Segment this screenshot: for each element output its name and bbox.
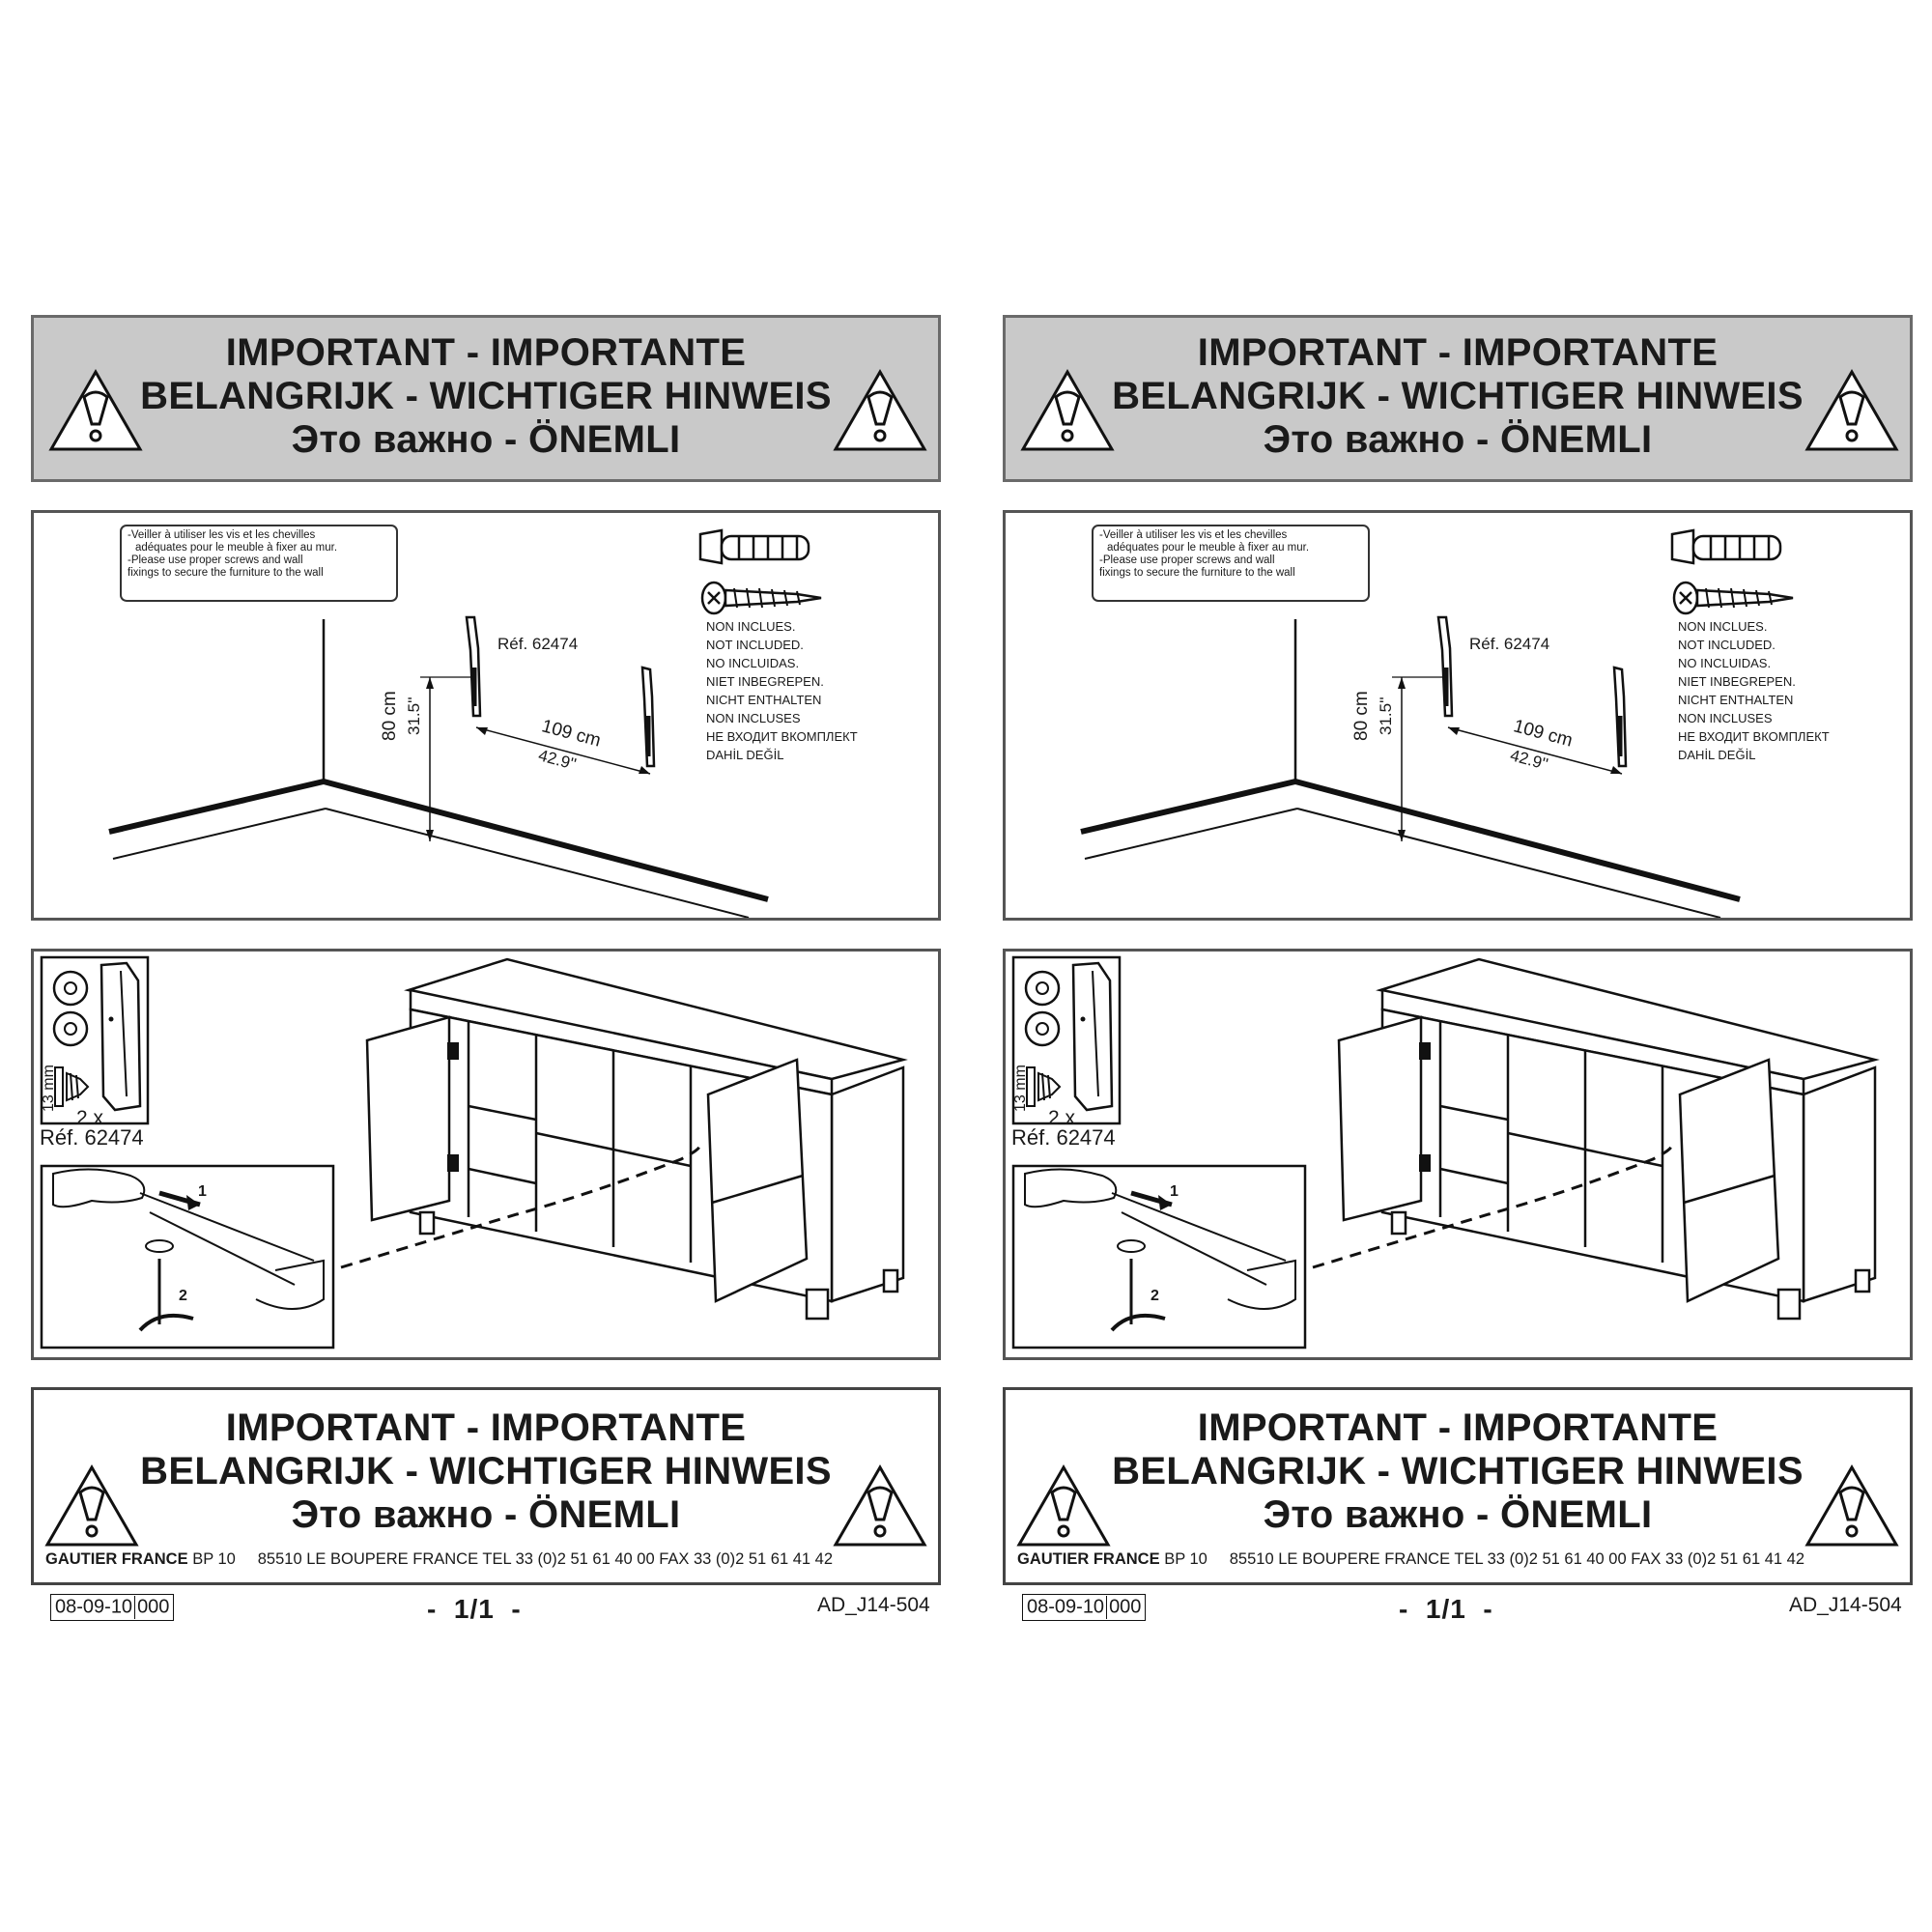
width-cm-label: 109 cm — [539, 716, 604, 752]
screw-size-label: 13 mm — [1012, 1065, 1029, 1112]
not-included-item: NON INCLUES. — [1678, 619, 1768, 634]
not-included-item: NON INCLUSES — [1678, 711, 1773, 725]
date-code-suffix: 000 — [1109, 1596, 1142, 1618]
company-name: GAUTIER FRANCE — [1017, 1550, 1160, 1568]
note-en-line-1: -Please use proper screws and wall — [128, 554, 303, 566]
hinge-reference: Réf. 62474 — [1011, 1125, 1116, 1150]
wall-plug-icon — [1672, 530, 1780, 563]
date-code — [50, 1594, 174, 1621]
not-included-item: НЕ ВХОДИТ ВКОМПЛЕКТ — [1678, 729, 1830, 744]
header-warning-banner — [1003, 315, 1913, 482]
screw-icon — [1674, 582, 1793, 613]
height-cm-label: 80 cm — [380, 691, 400, 741]
assembly-panel — [1003, 949, 1913, 1360]
not-included-item: НЕ ВХОДИТ ВКОМПЛЕКТ — [706, 729, 858, 744]
height-in-label: 31.5'' — [405, 696, 423, 735]
not-included-list — [1678, 617, 1830, 764]
footer-line-2: BELANGRIJK - WICHTIGER HINWEIS — [140, 1450, 832, 1492]
not-included-list — [706, 617, 858, 764]
wall-plug-icon — [700, 530, 809, 563]
step-1-label: 1 — [1170, 1183, 1179, 1200]
company-name: GAUTIER FRANCE — [45, 1550, 188, 1568]
wall-bracket-icon — [467, 617, 480, 716]
quantity-label: 2 x — [1048, 1107, 1076, 1129]
page-number: - 1/1 - — [427, 1594, 522, 1624]
assembly-panel — [31, 949, 941, 1360]
footer-line-3: Это важно - ÖNEMLI — [291, 1493, 681, 1536]
address-line: BP 10 85510 LE BOUPERE FRANCE TEL 33 (0)2 51 61 40 00 FAX 33 (0)2 51 61 41 42 — [1164, 1550, 1805, 1568]
header-warning-banner — [31, 315, 941, 482]
footer-line-1: IMPORTANT - IMPORTANTE — [225, 1406, 747, 1449]
document-reference: AD_J14-504 — [817, 1594, 930, 1616]
height-in-label: 31.5'' — [1377, 696, 1395, 735]
width-in-label: 42.9'' — [1508, 746, 1550, 774]
note-fr-line-1: -Veiller à utiliser les vis et les chevilles — [128, 529, 316, 541]
note-en-line-1: -Please use proper screws and wall — [1099, 554, 1275, 566]
not-included-item: NIET INBEGREPEN. — [1678, 674, 1796, 689]
fixing-advice-note — [120, 525, 398, 602]
instruction-sheet — [972, 0, 1932, 1932]
company-address — [45, 1550, 930, 1569]
header-line-2: BELANGRIJK - WICHTIGER HINWEIS — [140, 375, 832, 417]
date-code-date: 08-09-10 — [55, 1596, 133, 1618]
not-included-item: DAHİL DEĞİL — [1678, 748, 1756, 762]
sideboard-diagram — [1006, 952, 1910, 1357]
note-fr-line-2: adéquates pour le meuble à fixer au mur. — [135, 542, 338, 554]
step-2-label: 2 — [1151, 1288, 1159, 1304]
width-cm-label: 109 cm — [1511, 716, 1576, 752]
wall-bracket-icon — [642, 668, 654, 766]
company-address — [1017, 1550, 1902, 1569]
header-line-1: IMPORTANT - IMPORTANTE — [225, 331, 747, 374]
fixing-advice-note — [1092, 525, 1370, 602]
header-line-3: Это важно - ÖNEMLI — [291, 418, 681, 461]
not-included-item: NO INCLUIDAS. — [1678, 656, 1772, 670]
footer-line-3: Это важно - ÖNEMLI — [1263, 1493, 1653, 1536]
wall-fixing-panel — [1003, 510, 1913, 921]
not-included-item: NON INCLUSES — [706, 711, 801, 725]
date-code-suffix: 000 — [137, 1596, 170, 1618]
page-number: - 1/1 - — [1399, 1594, 1493, 1624]
not-included-item: NICHT ENTHALTEN — [706, 693, 822, 707]
width-in-label: 42.9'' — [536, 746, 579, 774]
note-fr-line-1: -Veiller à utiliser les vis et les chevilles — [1099, 529, 1288, 541]
screw-icon — [702, 582, 821, 613]
wall-bracket-icon — [1614, 668, 1626, 766]
footer-line-1: IMPORTANT - IMPORTANTE — [1197, 1406, 1719, 1449]
header-line-1: IMPORTANT - IMPORTANTE — [1197, 331, 1719, 374]
date-code — [1022, 1594, 1146, 1621]
note-en-line-2: fixings to secure the furniture to the wall — [1099, 567, 1295, 579]
wall-bracket-icon — [1438, 617, 1452, 716]
not-included-item: NICHT ENTHALTEN — [1678, 693, 1794, 707]
height-cm-label: 80 cm — [1351, 691, 1372, 741]
sideboard-diagram — [34, 952, 938, 1357]
note-fr-line-2: adéquates pour le meuble à fixer au mur. — [1107, 542, 1310, 554]
header-line-3: Это важно - ÖNEMLI — [1263, 418, 1653, 461]
hinge-reference: Réf. 62474 — [40, 1125, 144, 1150]
bracket-reference: Réf. 62474 — [1469, 635, 1550, 653]
note-en-line-2: fixings to secure the furniture to the wall — [128, 567, 324, 579]
header-line-2: BELANGRIJK - WICHTIGER HINWEIS — [1112, 375, 1804, 417]
not-included-item: DAHİL DEĞİL — [706, 748, 784, 762]
not-included-item: NIET INBEGREPEN. — [706, 674, 824, 689]
screw-size-label: 13 mm — [41, 1065, 57, 1112]
not-included-item: NOT INCLUDED. — [706, 638, 804, 652]
address-line: BP 10 85510 LE BOUPERE FRANCE TEL 33 (0)2 51 61 40 00 FAX 33 (0)2 51 61 41 42 — [192, 1550, 834, 1568]
document-reference: AD_J14-504 — [1789, 1594, 1902, 1616]
footer-warning-panel — [31, 1387, 941, 1585]
step-1-label: 1 — [198, 1183, 207, 1200]
not-included-item: NO INCLUIDAS. — [706, 656, 800, 670]
footer-line-2: BELANGRIJK - WICHTIGER HINWEIS — [1112, 1450, 1804, 1492]
bracket-reference: Réf. 62474 — [497, 635, 579, 653]
step-2-label: 2 — [179, 1288, 187, 1304]
date-code-date: 08-09-10 — [1027, 1596, 1105, 1618]
quantity-label: 2 x — [76, 1107, 104, 1129]
footer-warning-panel — [1003, 1387, 1913, 1585]
wall-fixing-panel — [31, 510, 941, 921]
not-included-item: NOT INCLUDED. — [1678, 638, 1776, 652]
not-included-item: NON INCLUES. — [706, 619, 796, 634]
